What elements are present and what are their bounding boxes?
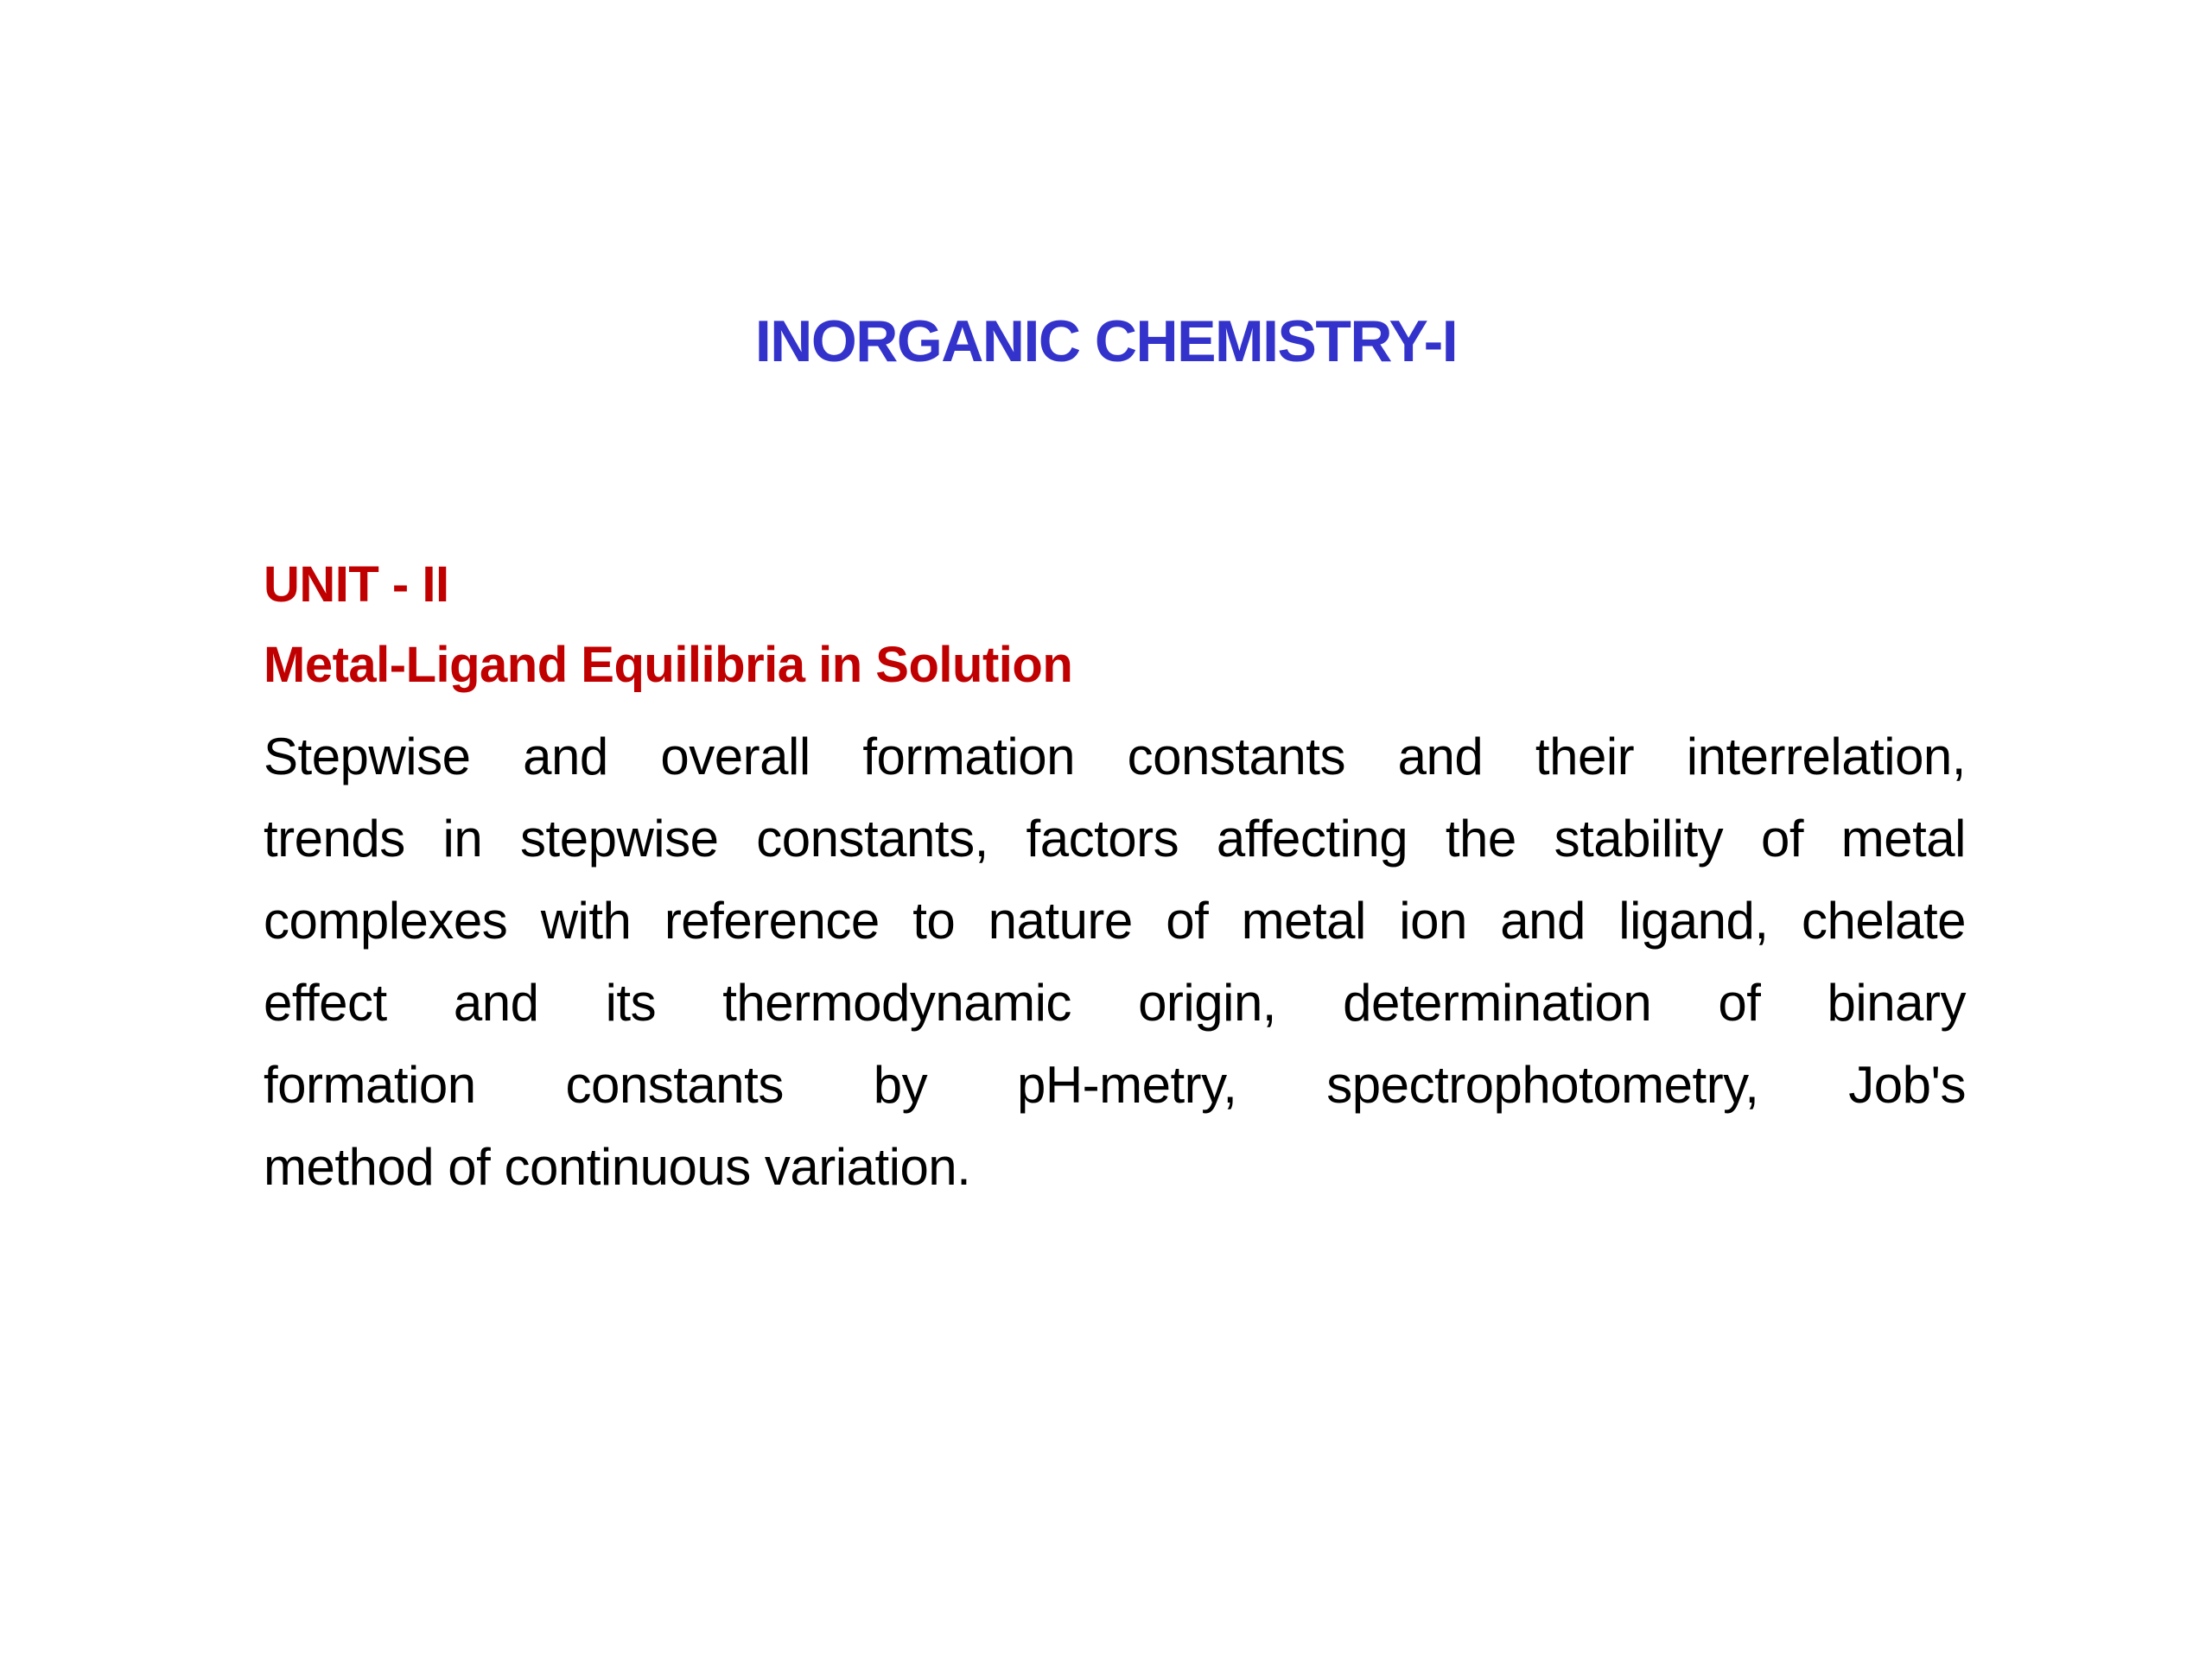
body-word: stability: [1554, 810, 1724, 868]
body-word: complexes: [264, 892, 508, 950]
unit-heading: UNIT - II: [264, 556, 449, 613]
body-line: [264, 1044, 1966, 1126]
body-word: determination: [1343, 974, 1652, 1032]
body-word: of: [1166, 892, 1209, 950]
body-word: constants: [1127, 728, 1345, 785]
body-line: [264, 962, 1966, 1044]
body-paragraph: [264, 715, 1966, 1208]
body-word: constants: [565, 1056, 784, 1114]
body-word: constants,: [756, 810, 988, 868]
body-word: to: [912, 892, 956, 950]
body-word: and: [523, 728, 608, 785]
body-line: [264, 715, 1966, 798]
slide-title: INORGANIC CHEMISTRY-I: [754, 308, 1458, 374]
body-word: overall: [660, 728, 810, 785]
body-line: [264, 798, 1966, 880]
body-word: of: [1718, 974, 1761, 1032]
body-line: [264, 880, 1966, 962]
body-word: Job's: [1848, 1056, 1966, 1114]
body-word: formation: [264, 1056, 476, 1114]
body-word: binary: [1827, 974, 1966, 1032]
body-word: its: [605, 974, 657, 1032]
body-word: ion: [1399, 892, 1467, 950]
unit-subtitle: Metal-Ligand Equilibria in Solution: [264, 637, 1073, 693]
body-word: of: [1760, 810, 1803, 868]
body-word: metal: [1241, 892, 1366, 950]
body-word: ligand,: [1618, 892, 1769, 950]
body-word: effect: [264, 974, 387, 1032]
body-word: chelate: [1802, 892, 1966, 950]
body-word: and: [1397, 728, 1484, 785]
body-word: in: [442, 810, 483, 868]
body-word: nature: [988, 892, 1133, 950]
body-word: metal: [1840, 810, 1966, 868]
body-word: stepwise: [520, 810, 719, 868]
body-word: origin,: [1138, 974, 1276, 1032]
body-word: spectrophotometry,: [1326, 1056, 1759, 1114]
body-word: factors: [1026, 810, 1179, 868]
body-word: formation: [862, 728, 1075, 785]
body-word: their: [1535, 728, 1635, 785]
body-line: method of continuous variation.: [264, 1138, 971, 1196]
body-word: trends: [264, 810, 405, 868]
body-word: with: [540, 892, 632, 950]
body-word: and: [1500, 892, 1586, 950]
body-word: affecting: [1216, 810, 1408, 868]
body-word: and: [453, 974, 539, 1032]
body-word: reference: [664, 892, 880, 950]
body-word: pH-metry,: [1016, 1056, 1237, 1114]
body-word: interrelation,: [1686, 728, 1966, 785]
body-word: Stepwise: [264, 728, 471, 785]
body-word: by: [873, 1056, 928, 1114]
body-word: thermodynamic: [722, 974, 1071, 1032]
body-word: the: [1445, 810, 1516, 868]
